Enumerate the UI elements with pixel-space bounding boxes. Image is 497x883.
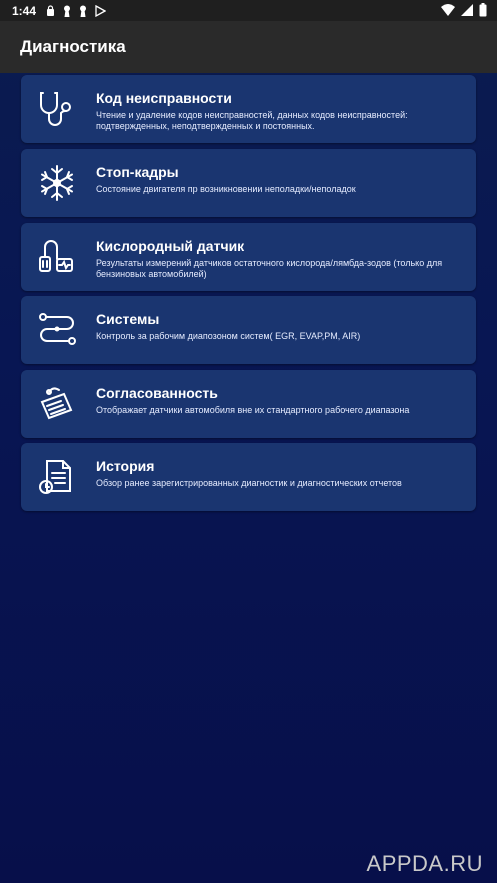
status-bar xyxy=(0,0,497,21)
item-title: Код неисправности xyxy=(96,90,232,106)
stethoscope-icon xyxy=(37,89,77,129)
battery-icon xyxy=(479,3,487,17)
systems-path-icon xyxy=(37,310,77,350)
play-store-icon xyxy=(95,5,106,17)
item-description: Результаты измерений датчиков остаточного кислорода/лямбда-зодов (только для бензиновых автомобилей) xyxy=(96,258,443,279)
item-description: Чтение и удаление кодов неисправностей, данных кодов неисправностей: подтвержденных, неподтвержденных и постоянных. xyxy=(96,110,408,131)
list-item-history[interactable] xyxy=(21,443,476,511)
item-description: Контроль за рабочим диапозоном систем( EGR, EVAP,PM, AIR) xyxy=(96,331,361,341)
signal-icon xyxy=(461,4,473,16)
item-description: Состояние двигателя пр возникновении неполадки/неполадок xyxy=(96,184,356,194)
item-title: Системы xyxy=(96,311,160,327)
system-icons xyxy=(441,3,487,17)
item-description: Отображает датчики автомобиля вне их стандартного рабочего диапазона xyxy=(96,405,410,415)
item-title: Согласованность xyxy=(96,385,218,401)
app-bar xyxy=(0,21,497,73)
keyhole-icon xyxy=(79,5,87,17)
oxygen-sensor-icon xyxy=(37,237,77,277)
list-item-consistency[interactable] xyxy=(21,370,476,438)
snowflake-icon xyxy=(37,163,77,203)
item-title: История xyxy=(96,458,155,474)
history-report-icon xyxy=(37,457,77,497)
list-item-oxygen-sensor[interactable] xyxy=(21,223,476,291)
list-item-freeze-frames[interactable] xyxy=(21,149,476,217)
watermark: APPDA.RU xyxy=(366,851,483,876)
item-description: Обзор ранее зарегистрированных диагностик и диагностических отчетов xyxy=(96,478,402,488)
list-item-systems[interactable] xyxy=(21,296,476,364)
status-time: 1:44 xyxy=(12,3,37,18)
item-title: Стоп-кадры xyxy=(96,164,179,180)
keyhole-icon xyxy=(63,5,71,17)
list-item-fault-codes[interactable] xyxy=(21,75,476,143)
item-title: Кислородный датчик xyxy=(96,238,245,254)
notification-icons xyxy=(46,5,106,17)
wifi-icon xyxy=(441,4,455,16)
sensor-device-icon xyxy=(37,384,77,424)
page-title: Диагностика xyxy=(20,37,126,56)
lock-icon xyxy=(46,5,55,16)
